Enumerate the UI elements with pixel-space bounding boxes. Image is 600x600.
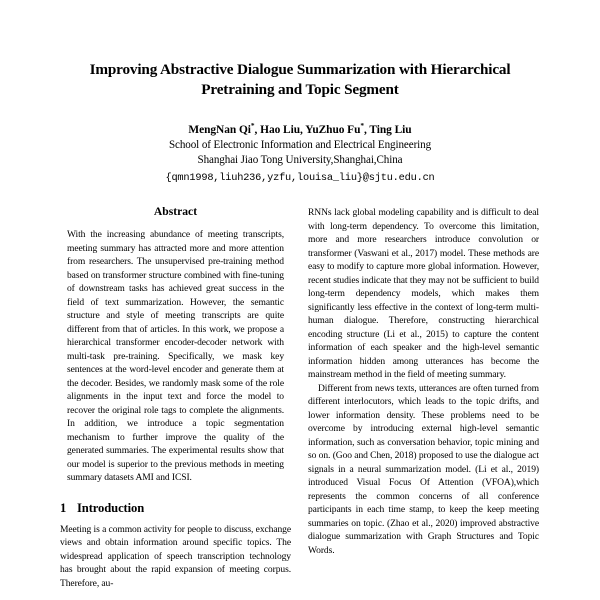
section-heading-introduction (60, 501, 291, 516)
author-affiliation-mark-1: * (250, 121, 255, 131)
author-block (60, 122, 540, 186)
author-separator-1: , (254, 124, 261, 137)
section-number: 1 (60, 500, 67, 515)
author-separator-2: , (300, 124, 306, 137)
introduction-paragraph-continued: RNNs lack global modeling capability and is difficult to deal with long-term dependency. To overcome this limitation, more and more researchers introduce convolution or transformer (Vaswani et al., 2017) model. These methods are easy to modify to capture more global information. However, recent studies indicate that they may not be sufficient to build long-term dependency models, which makes them significantly less effective in the context of long-term multi-human dialogue. Therefore, constructing hierarchical encoding structure (Li et al., 2015) to capture the content information of each speaker and the high-level semantic information hidden among utterances has become the mainstream method in the field of meeting summary. (308, 207, 539, 380)
abstract-text: With the increasing abundance of meeting transcripts, meeting summary has attracted more and more attention from researchers. The unsupervised pre-training method based on transformer structure combined with fine-tuning of downstream tasks has achieved great success in the field of text summarization. However, the semantic structure and style of meeting transcripts are quite different from that of articles. In this work, we propose a hierarchical transformer encoder-decoder network with multi-task pre-training. Specifically, we mask key sentences at the word-level encoder and generate them at the decoder. Besides, we randomly mask some of the role alignments in the input text and force the model to recover the original role tags to complete the alignments. In addition, we introduce a topic segmentation mechanism to further improve the quality of the generated summaries. The experimental results show that our model is superior to the previous methods in meeting summary datasets AMI and ICSI. (67, 229, 284, 483)
author-separator-3: , (364, 124, 370, 137)
affiliation-line-1: School of Electronic Information and Electrical Engineering (168, 139, 432, 152)
author-name-2: Hao Liu (260, 124, 301, 137)
author-affiliation-mark-3: * (360, 121, 365, 131)
author-emails: {qmn1998,liuh236,yzfu,louisa_liu}@sjtu.edu.cn (165, 172, 435, 185)
introduction-paragraph-2: Different from news texts, utterances are often turned from different interlocutors, which leads to the topic drifts, and lower information density. These problems need to be overcome by introducing external high-level semantic information, such as conversation behavior, topic mining and so on. (Goo and Chen, 2018) proposed to use the dialogue act signals in a neural summarization model. (Li et al., 2019) introduced Visual Focus Of Attention (VFOA),which represents the common concerns of all conference participants in each time stamp, to keep the keep meeting summaries on topic. (Zhao et al., 2020) improved abstractive dialogue summarization with Graph Structures and Topic Words. (308, 382, 539, 556)
section-title: Introduction (77, 500, 145, 515)
two-column-body (60, 196, 540, 600)
left-column (60, 196, 291, 600)
author-list (60, 122, 540, 138)
introduction-paragraph-1: Meeting is a common activity for people to discuss, exchange views and obtain information around specific topics. The widespread application of speech transcription technology has brought about the rapid expansion of meeting corpus. Therefore, au- (60, 523, 291, 589)
page-title: Improving Abstractive Dialogue Summarization with Hierarchical Pretraining and Topic Segment (89, 61, 511, 99)
author-name-3: YuZhuo Fu (305, 124, 361, 137)
abstract-heading: Abstract (153, 205, 198, 218)
affiliation-line-2: Shanghai Jiao Tong University,Shanghai,China (197, 154, 403, 167)
author-name-4: Ting Liu (369, 124, 412, 137)
right-column (308, 196, 539, 600)
author-name-1: MengNan Qi (188, 124, 251, 137)
abstract-body (60, 228, 291, 485)
title-block (60, 0, 540, 186)
